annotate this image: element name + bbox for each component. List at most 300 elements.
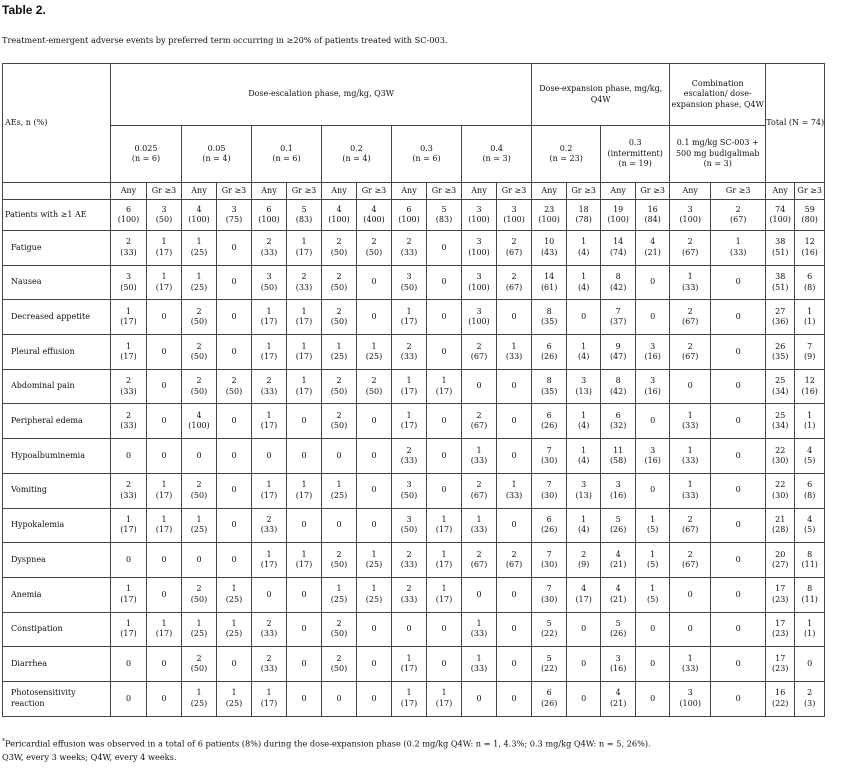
cell-count: 0 [511,693,517,703]
cell-count: 38 [775,272,786,282]
value-cell [601,681,636,716]
cell-count: 1 [511,341,517,351]
value-cell [601,404,636,439]
value-cell [147,300,182,335]
value-cell [601,508,636,543]
value-cell [766,335,795,370]
cell-percent: (50) [190,317,208,327]
col-any-header: Any [392,183,427,200]
cell-count: 1 [125,514,132,524]
value-cell [111,200,147,231]
cell-count: 3 [687,688,693,698]
cell-count: 7 [546,445,552,455]
value-cell [392,300,427,335]
cell-count: 3 [581,480,587,490]
value-cell [147,231,182,266]
cell-count: 0 [336,693,342,703]
cell-count: 1 [581,237,587,247]
cell-count: 6 [546,688,552,698]
cell-count: 0 [687,381,693,391]
value-cell [462,577,497,612]
value-cell [217,681,252,716]
cell-count: 1 [650,549,656,559]
value-cell [322,473,357,508]
cell-percent: (22) [540,664,558,674]
col-any-header: Any [766,183,795,200]
cell-percent: (33) [681,664,699,674]
value-cell [670,647,711,682]
cell-count: 2 [735,204,741,214]
cell-count: 1 [476,653,482,663]
table-row [3,473,825,508]
cell-percent: (4) [577,247,590,257]
cell-count: 6 [546,341,552,351]
value-cell [670,335,711,370]
cell-count: 0 [476,693,482,703]
value-cell [497,577,532,612]
cell-percent: (33) [681,421,699,431]
cell-count: 9 [615,341,621,351]
value-cell [567,681,601,716]
value-cell [322,369,357,404]
cell-percent: (30) [771,455,789,465]
value-cell [795,543,825,578]
footnote-abbreviations: Q3W, every 3 weeks; Q4W, every 4 weeks. [2,752,177,762]
value-cell [111,369,147,404]
cell-percent: (75) [225,215,243,224]
value-cell [795,647,825,682]
cell-count: 1 [301,376,307,386]
cell-count: 0 [735,485,741,495]
value-cell [427,200,462,231]
value-cell [147,369,182,404]
value-cell [392,231,427,266]
cell-count: 3 [476,272,482,282]
cell-percent: (30) [540,560,558,570]
cell-count: 0 [125,554,132,564]
value-cell [111,335,147,370]
cell-percent: (100) [679,698,701,708]
value-cell [795,369,825,404]
value-cell [497,200,532,231]
cell-count: 7 [546,584,552,594]
value-cell [567,265,601,300]
cell-count: 1 [441,514,447,524]
value-cell [182,439,217,474]
value-cell [322,543,357,578]
ae-term: Abdominal pain [3,369,111,404]
cell-count: 2 [266,619,272,629]
value-cell [601,265,636,300]
cell-count: 1 [371,341,377,351]
cell-percent: (16) [644,386,661,396]
cell-count: 2 [196,653,202,663]
cell-count: 1 [125,306,132,316]
cell-percent: (17) [155,247,173,257]
value-cell [766,577,795,612]
value-cell [252,335,287,370]
value-cell [252,300,287,335]
cell-percent: (30) [540,594,558,604]
value-cell [357,200,392,231]
cell-count: 2 [336,653,342,663]
cell-count: 1 [406,376,412,386]
value-cell [567,439,601,474]
value-cell [766,369,795,404]
cell-count: 25 [775,410,786,420]
cell-count: 2 [406,237,412,247]
cell-count: 0 [231,450,237,460]
value-cell [392,681,427,716]
cell-percent: (5) [647,525,659,535]
cell-count: 2 [125,480,132,490]
cell-percent: (8) [804,490,816,500]
cell-count: 1 [161,480,167,490]
value-cell [252,647,287,682]
value-cell [427,335,462,370]
cell-percent: (21) [609,698,627,708]
value-cell [532,612,567,647]
cell-count: 3 [650,445,656,455]
cell-count: 0 [406,624,412,634]
cell-percent: (33) [505,351,523,361]
cohort-n: (n = 3) [703,159,732,169]
cell-percent: (100) [468,317,490,327]
cell-count: 1 [301,341,307,351]
value-cell [711,369,766,404]
cell-count: 0 [581,312,587,322]
cell-percent: (17) [155,282,173,292]
ae-term: Constipation [3,612,111,647]
cell-count: 2 [336,619,342,629]
value-cell [427,265,462,300]
ae-term: Patients with ≥1 AE [3,200,111,231]
value-cell [357,577,392,612]
cohort-dose: 0.3 (intermittent) [607,138,663,158]
cell-percent: (27) [771,560,789,570]
cell-percent: (34) [771,421,789,431]
value-cell [252,369,287,404]
phase-header-combination: Combination escalation/ dose-expansion phase, Q4W [670,64,766,126]
cell-count: 5 [615,619,621,629]
value-cell [636,543,670,578]
value-cell [287,508,322,543]
cell-count: 7 [546,549,552,559]
value-cell [252,473,287,508]
cell-count: 0 [161,312,167,322]
value-cell [532,543,567,578]
cell-percent: (17) [120,629,137,639]
value-cell [462,681,497,716]
cell-count: 1 [161,237,167,247]
cell-count: 19 [613,204,624,214]
value-cell [795,404,825,439]
cell-count: 7 [807,341,813,351]
value-cell [427,473,462,508]
cell-count: 0 [441,658,447,668]
cell-count: 1 [476,514,482,524]
cell-percent: (23) [771,629,789,639]
cell-percent: (17) [400,386,418,396]
cell-percent: (34) [771,386,789,396]
value-cell [147,439,182,474]
table-row [3,543,825,578]
cell-count: 0 [231,312,237,322]
cell-count: 1 [196,514,202,524]
value-cell [182,508,217,543]
cell-percent: (1) [804,421,816,431]
value-cell [357,265,392,300]
value-cell [532,439,567,474]
cell-count: 3 [650,376,656,386]
cell-count: 1 [231,688,237,698]
cell-count: 23 [544,204,555,214]
cell-percent: (25) [225,594,243,604]
cell-count: 2 [266,376,272,386]
cell-count: 0 [301,589,307,599]
cell-count: 0 [511,520,517,530]
cell-count: 2 [687,549,693,559]
cell-percent: (17) [295,560,313,570]
cell-count: 0 [735,381,741,391]
value-cell [217,612,252,647]
cell-count: 0 [735,346,741,356]
cell-count: 0 [371,416,377,426]
cell-percent: (26) [609,629,627,639]
cell-count: 17 [775,653,786,663]
value-cell [601,647,636,682]
cell-count: 2 [371,237,377,247]
value-cell [711,335,766,370]
cell-count: 2 [301,272,307,282]
cohort-n: (n = 4) [202,154,231,163]
cell-percent: (4) [577,525,590,535]
cell-percent: (33) [400,594,418,604]
cell-percent: (3) [804,698,816,708]
cell-count: 0 [231,658,237,668]
cell-percent: (17) [400,421,418,431]
cell-percent: (25) [330,351,348,361]
cohort-dose: 0.1 mg/kg SC-003 + 500 mg budigalimab [675,138,760,158]
value-cell [532,265,567,300]
cell-count: 5 [301,204,307,214]
value-cell [670,369,711,404]
cell-count: 2 [336,237,342,247]
cell-percent: (67) [470,421,488,431]
cell-count: 0 [511,624,517,634]
cell-percent: (50) [225,386,243,396]
value-cell [252,439,287,474]
value-cell [670,404,711,439]
cell-count: 2 [125,237,132,247]
cell-percent: (100) [468,247,490,257]
cell-count: 0 [735,312,741,322]
cell-count: 6 [807,480,813,490]
value-cell [392,404,427,439]
cell-count: 1 [161,619,167,629]
value-cell [287,612,322,647]
value-cell [497,300,532,335]
cell-count: 0 [511,312,517,322]
cell-count: 3 [231,204,237,214]
cell-percent: (50) [330,664,348,674]
cell-percent: (25) [190,629,208,639]
value-cell [497,681,532,716]
cell-percent: (67) [470,560,488,570]
cell-count: 2 [807,688,813,698]
cell-count: 59 [804,204,815,214]
value-cell [357,300,392,335]
cell-percent: (50) [330,560,348,570]
cell-count: 0 [301,693,307,703]
cell-percent: (67) [470,351,488,361]
cell-percent: (80) [801,215,818,224]
cell-percent: (83) [435,215,453,224]
cohort-n: (n = 3) [482,154,511,163]
cell-percent: (17) [120,351,137,361]
cell-count: 3 [476,204,482,214]
cell-count: 0 [231,554,237,564]
cell-count: 1 [336,584,342,594]
cell-percent: (33) [120,421,137,431]
value-cell [532,369,567,404]
cell-count: 0 [231,520,237,530]
cohort-dose: 0.2 [559,143,573,153]
cell-percent: (17) [260,351,278,361]
value-cell [147,265,182,300]
value-cell [567,612,601,647]
value-cell [252,577,287,612]
cell-percent: (22) [771,698,789,708]
value-cell [462,439,497,474]
cell-percent: (100) [188,215,210,224]
ae-term: Anemia [3,577,111,612]
value-cell [147,473,182,508]
cell-percent: (30) [540,490,558,500]
cell-percent: (67) [681,351,699,361]
cell-count: 12 [804,376,815,386]
cell-count: 4 [650,237,656,247]
cell-percent: (25) [365,594,383,604]
value-cell [357,231,392,266]
value-cell [636,473,670,508]
cell-count: 1 [406,410,412,420]
cell-count: 0 [441,277,447,287]
table-row [3,508,825,543]
cell-count: 3 [476,306,482,316]
value-cell [636,577,670,612]
cell-count: 3 [161,204,167,214]
value-cell [322,612,357,647]
cell-percent: (5) [647,560,659,570]
cell-percent: (17) [295,317,313,327]
cell-percent: (33) [295,282,313,292]
cell-percent: (13) [575,490,592,500]
cell-count: 1 [125,341,132,351]
cell-count: 2 [196,341,202,351]
value-cell [392,439,427,474]
value-cell [497,439,532,474]
value-cell [287,300,322,335]
cell-count: 12 [804,237,815,247]
cell-percent: (22) [540,629,558,639]
cell-percent: (50) [190,664,208,674]
value-cell [636,200,670,231]
cell-percent: (33) [505,490,523,500]
value-cell [147,647,182,682]
value-cell [392,473,427,508]
value-cell [322,231,357,266]
cell-percent: (50) [330,317,348,327]
cell-count: 0 [650,693,656,703]
cell-count: 17 [775,584,786,594]
value-cell [601,335,636,370]
cell-count: 1 [336,480,342,490]
value-cell [567,508,601,543]
phase-header-expansion: Dose-expansion phase, mg/kg, Q4W [532,64,670,126]
cell-percent: (33) [729,247,747,257]
cell-percent: (16) [644,455,661,465]
cell-count: 0 [371,277,377,287]
cell-count: 1 [807,619,813,629]
table-row [3,439,825,474]
cell-count: 4 [336,204,342,214]
value-cell [766,612,795,647]
cell-percent: (100) [538,215,560,224]
cell-count: 0 [161,450,167,460]
cell-percent: (50) [330,247,348,257]
cell-count: 0 [735,589,741,599]
cell-count: 1 [687,410,693,420]
value-cell [532,577,567,612]
cell-percent: (25) [330,490,348,500]
cell-count: 22 [775,480,786,490]
cell-count: 2 [196,306,202,316]
value-cell [357,647,392,682]
cell-percent: (33) [120,490,137,500]
cell-count: 3 [406,480,412,490]
cell-percent: (67) [505,282,523,292]
col-any-header: Any [532,183,567,200]
cell-percent: (21) [609,560,627,570]
value-cell [711,231,766,266]
cell-percent: (50) [330,421,348,431]
table-row [3,404,825,439]
value-cell [462,647,497,682]
cell-percent: (21) [644,247,661,257]
cell-percent: (33) [681,282,699,292]
cell-percent: (17) [260,560,278,570]
value-cell [322,681,357,716]
cell-count: 4 [807,445,813,455]
value-cell [601,543,636,578]
cell-percent: (17) [295,490,313,500]
cell-percent: (74) [609,247,627,257]
value-cell [532,300,567,335]
cell-percent: (25) [190,698,208,708]
cell-count: 0 [511,381,517,391]
cell-count: 0 [581,658,587,668]
cell-percent: (50) [155,215,173,224]
value-cell [567,300,601,335]
cell-count: 1 [266,549,272,559]
table-caption: Treatment-emergent adverse events by preferred term occurring in ≥20% of patients treated with SC-003. [2,35,448,45]
cell-percent: (35) [540,386,558,396]
value-cell [427,543,462,578]
ae-term: Hypokalemia [3,508,111,543]
cohort-n: (n = 6) [131,154,161,163]
value-cell [287,681,322,716]
